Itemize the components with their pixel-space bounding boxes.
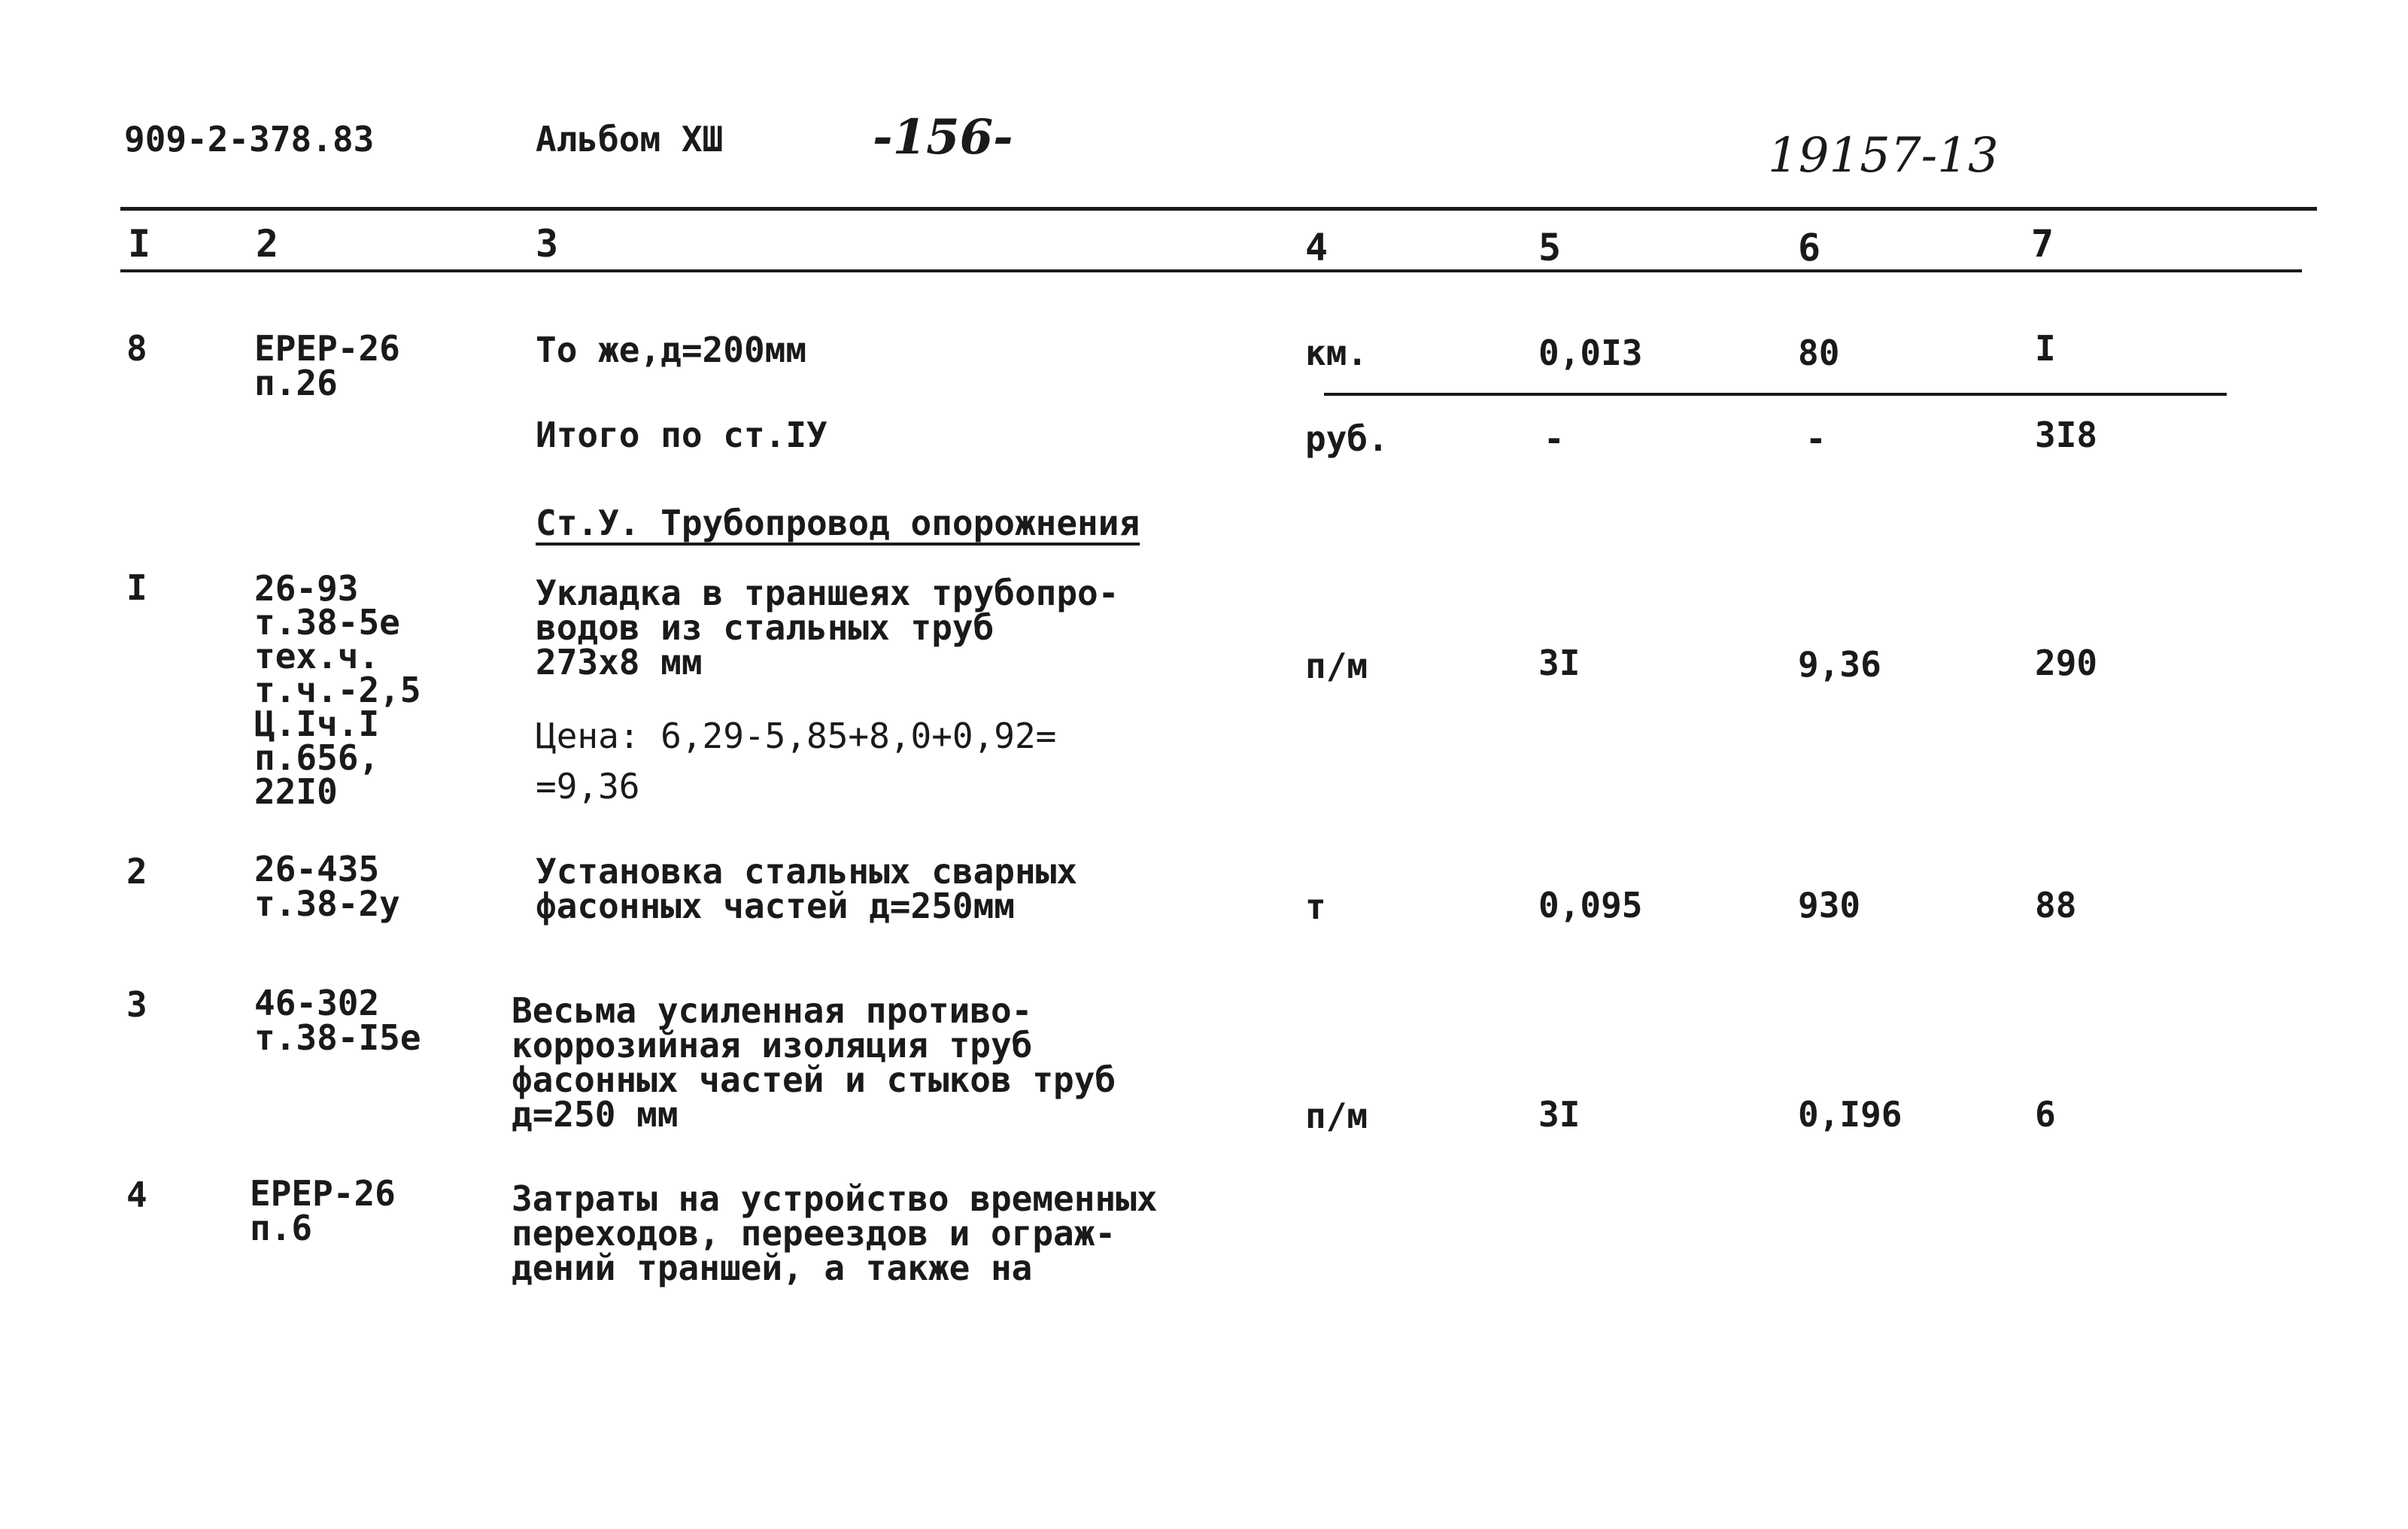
- work-description-line: коррозийная изоляция труб: [512, 1025, 1033, 1065]
- work-description: [512, 1178, 1158, 1288]
- document-number: 19157-13: [1768, 128, 1999, 184]
- column-number-5: 5: [1538, 226, 1562, 269]
- quantity: 3I: [1538, 1094, 1581, 1135]
- work-description-line: Затраты на устройство временных: [512, 1178, 1158, 1219]
- norm-reference-line: 46-302: [254, 983, 380, 1023]
- column-number-4: 4: [1305, 226, 1328, 269]
- document-code: 909-2-378.83: [124, 119, 375, 160]
- row-number: I: [126, 567, 147, 608]
- column-number-6: 6: [1798, 226, 1821, 269]
- quantity: 0,0I3: [1538, 333, 1643, 373]
- subtotal-rule: [1324, 393, 2227, 396]
- unit: т: [1305, 886, 1326, 927]
- work-description: [536, 851, 1078, 926]
- column-number-7: 7: [2031, 222, 2054, 266]
- work-description-line: переходов, переездов и ограж-: [512, 1213, 1116, 1254]
- unit-price: 80: [1798, 333, 1840, 373]
- work-description-line: 273х8 мм: [536, 642, 703, 682]
- work-description: То же,д=200мм: [536, 330, 807, 370]
- norm-reference: [254, 568, 421, 813]
- total-cost: I: [2035, 328, 2056, 369]
- norm-reference: [250, 1173, 396, 1248]
- column-number-3: 3: [536, 222, 559, 266]
- total-cost: 88: [2035, 885, 2077, 926]
- norm-reference-line: 22I0: [254, 771, 338, 813]
- quantity: 0,095: [1538, 885, 1643, 926]
- subtotal-total: 3I8: [2035, 415, 2098, 455]
- subtotal-label: Итого по ст.IУ: [536, 415, 827, 455]
- work-description-line: Весьма усиленная противо-: [512, 990, 1033, 1031]
- top-rule: [120, 207, 2317, 211]
- unit: п/м: [1305, 1096, 1368, 1136]
- norm-reference-line: п.26: [254, 363, 338, 403]
- quantity: 3I: [1538, 643, 1581, 683]
- norm-reference-line: п.6: [250, 1208, 313, 1248]
- page-number: -156-: [873, 109, 1013, 166]
- column-number-1: I: [128, 222, 151, 266]
- price-calculation: [536, 711, 1056, 811]
- price-calculation-line: Цена: 6,29-5,85+8,0+0,92=: [536, 716, 1057, 756]
- row-number: 8: [126, 328, 147, 369]
- total-cost: 6: [2035, 1094, 2056, 1135]
- norm-reference: [254, 983, 421, 1058]
- work-description-line: фасонных частей и стыков труб: [512, 1059, 1116, 1100]
- unit-price: 930: [1798, 885, 1861, 926]
- norm-reference-line: тех.ч.: [254, 636, 380, 677]
- subtotal-price: -: [1805, 418, 1826, 459]
- subtotal-unit: руб.: [1305, 418, 1389, 459]
- column-number-2: 2: [256, 222, 279, 266]
- work-description-line: водов из стальных труб: [536, 607, 994, 648]
- norm-reference-line: п.656,: [254, 737, 380, 779]
- unit: п/м: [1305, 646, 1368, 686]
- norm-reference-line: Ц.Iч.I: [254, 704, 380, 745]
- norm-reference-line: ЕРЕР-26: [254, 328, 400, 369]
- work-description-line: Укладка в траншеях трубопро-: [536, 573, 1119, 613]
- norm-reference-line: 26-435: [254, 849, 380, 889]
- norm-reference-line: т.38-2у: [254, 883, 400, 924]
- norm-reference-line: т.38-I5е: [254, 1017, 421, 1058]
- row-number: 4: [126, 1175, 147, 1215]
- subtotal-quantity: -: [1544, 418, 1565, 459]
- unit: км.: [1305, 333, 1368, 373]
- row-number: 3: [126, 984, 147, 1025]
- norm-reference: [254, 328, 400, 403]
- album-label: Альбом XШ: [536, 119, 724, 160]
- work-description: [536, 573, 1119, 682]
- price-calculation-line: =9,36: [536, 765, 640, 807]
- column-header-rule: [120, 269, 2302, 272]
- norm-reference-line: т.38-5е: [254, 602, 400, 643]
- work-description-line: д=250 мм: [512, 1094, 679, 1135]
- total-cost: 290: [2035, 643, 2098, 683]
- work-description: [512, 990, 1116, 1135]
- work-description-line: дений траншей, а также на: [512, 1248, 1033, 1288]
- unit-price: 0,I96: [1798, 1094, 1902, 1135]
- norm-reference-line: 26-93: [254, 568, 359, 609]
- norm-reference-line: т.ч.-2,5: [254, 670, 421, 711]
- work-description-line: Установка стальных сварных: [536, 851, 1078, 892]
- norm-reference: [254, 849, 400, 924]
- row-number: 2: [126, 851, 147, 892]
- section-heading: Ст.У. Трубопровод опорожнения: [536, 503, 1140, 543]
- norm-reference-line: ЕРЕР-26: [250, 1173, 396, 1214]
- unit-price: 9,36: [1798, 644, 1881, 685]
- work-description-line: фасонных частей д=250мм: [536, 886, 1015, 926]
